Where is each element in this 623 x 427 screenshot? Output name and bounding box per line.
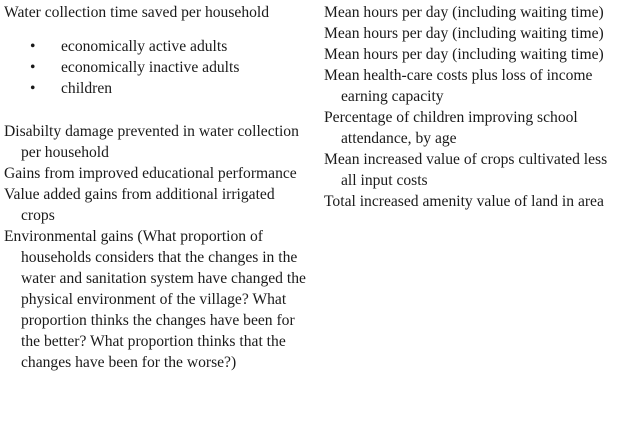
measure-amenity-value: Total increased amenity value of land in area	[324, 193, 604, 210]
measure-column	[324, 2, 622, 212]
measure-health-costs: Mean health-care costs plus loss of income earning capacity	[324, 67, 593, 105]
indicator-environment: Environmental gains (What proportion of households considers that the changes in the water and sanitation system have changed the physical environment of the village? What proportion thinks the changes have been for the better? What proportion thinks that the changes have been for the worse?)	[4, 228, 306, 371]
indicator-column	[4, 2, 306, 373]
indicator-disability: Disabilty damage prevented in water collection per household	[4, 123, 299, 161]
list-item	[4, 36, 306, 57]
beneficiary-list	[4, 36, 306, 99]
measure-school-attendance: Percentage of children improving school attendance, by age	[324, 109, 578, 147]
measure-hours-active: Mean hours per day (including waiting time)	[324, 4, 604, 21]
bullet-label: economically active adults	[61, 38, 228, 55]
bullet-icon: •	[30, 38, 36, 55]
measure-crop-value: Mean increased value of crops cultivated less all input costs	[324, 151, 608, 189]
measure-hours-children: Mean hours per day (including waiting time)	[324, 46, 604, 63]
measure-hours-inactive: Mean hours per day (including waiting time)	[324, 25, 604, 42]
indicator-education: Gains from improved educational performance	[4, 165, 297, 182]
bullet-label: economically inactive adults	[61, 59, 240, 76]
list-item	[4, 78, 306, 99]
indicator-irrigation: Value added gains from additional irrigated crops	[4, 186, 275, 224]
bullet-icon: •	[30, 80, 36, 97]
bullet-icon: •	[30, 59, 36, 76]
list-item	[4, 57, 306, 78]
indicator-water-collection: Water collection time saved per household	[4, 4, 270, 21]
bullet-label: children	[61, 80, 113, 97]
